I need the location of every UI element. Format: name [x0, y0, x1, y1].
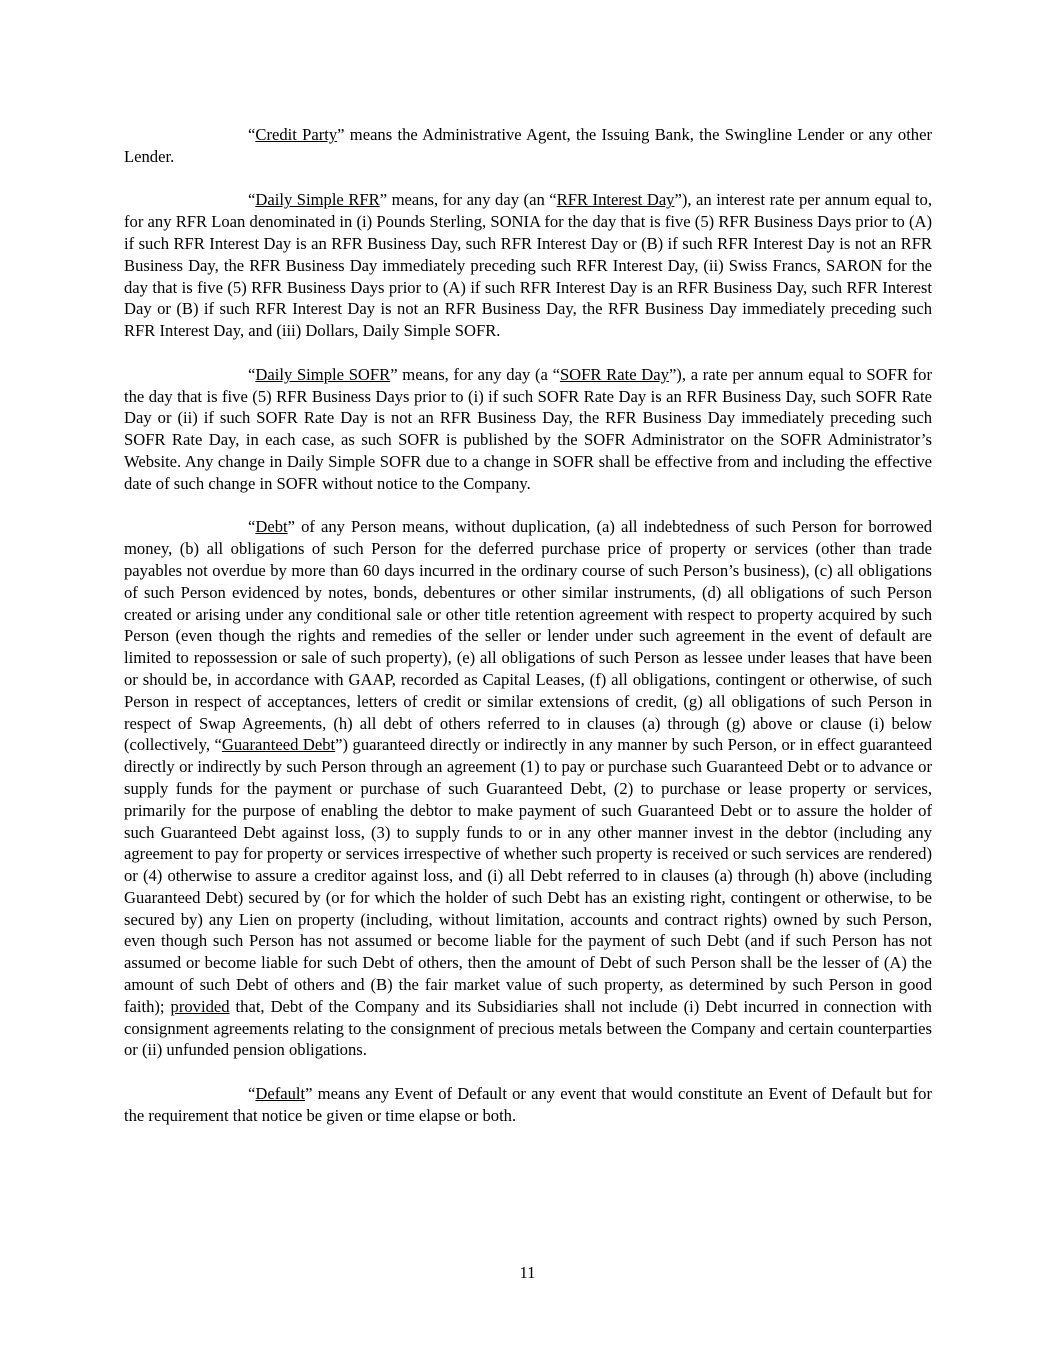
- defined-term: Debt: [255, 517, 288, 537]
- definition-daily-simple-sofr: [124, 364, 932, 495]
- definition-default: [124, 1083, 932, 1127]
- text-segment: ” means, for any day (an “: [379, 190, 557, 210]
- defined-term: Default: [255, 1084, 306, 1104]
- defined-term: SOFR Rate Day: [559, 364, 669, 384]
- definition-daily-simple-rfr: [124, 189, 932, 342]
- defined-term: Guaranteed Debt: [221, 735, 336, 755]
- text-segment: ”), a rate per annum equal to SOFR for the day that is five (5) RFR Business Days prior to (i) if such SOFR Rate Day is an RFR Business Day, such SOFR Rate Day or (ii) if such SOFR Rate Day is not an RFR Business Day, the RFR Business Day immediately preceding such SOFR Rate Day, in each case, as such SOFR is published by the SOFR Administrator on the SOFR Administrator’s Website. Any change in Daily Simple SOFR due to a change in SOFR shall be effective from and including the effective date of such change in SOFR without notice to the Company.: [124, 364, 932, 493]
- text-segment: ” of any Person means, without duplication, (a) all indebtedness of such Person for borrowed money, (b) all obligations of such Person for the deferred purchase price of property or services (other than trade payables not overdue by more than 60 days incurred in the ordinary course of such Person’s business), (c) all obligations of such Person evidenced by notes, bonds, debentures or other similar instruments, (d) all obligations of such Person created or arising under any conditional sale or other title retention agreement with respect to property acquired by such Person (even though the rights and remedies of the seller or lender under such agreement in the event of default are limited to repossession or sale of such property), (e) all obligations of such Person as lessee under leases that have been or should be, in accordance with GAAP, recorded as Capital Leases, (f) all obligations, contingent or otherwise, of such Person in respect of acceptances, letters of credit or similar extensions of credit, (g) all obligations of such Person in respect of Swap Agreements, (h) all debt of others referred to in clauses (a) through (g) above or clause (i) below (collectively, “: [124, 517, 932, 755]
- document-body: [124, 124, 932, 1148]
- defined-term: Daily Simple RFR: [255, 190, 380, 210]
- defined-term: Credit Party: [255, 125, 338, 144]
- text-segment: “: [248, 190, 256, 210]
- text-segment: ”) guaranteed directly or indirectly in any manner by such Person, or in effect guaranteed directly or indirectly by such Person through an agreement (1) to pay or purchase such Guaranteed Debt or to advance or supply funds for the payment or purchase of such Guaranteed Debt, (2) to purchase or lease property or services, primarily for the purpose of enabling the debtor to make payment of such Guaranteed Debt or to assure the holder of such Guaranteed Debt against loss, (3) to supply funds to or in any other manner invest in the debtor (including any agreement to pay for property or services irrespective of whether such property is received or such services are rendered) or (4) otherwise to assure a creditor against loss, and (i) all Debt referred to in clauses (a) through (h) above (including Guaranteed Debt) secured by (or for which the holder of such Debt has an existing right, contingent or otherwise, to be secured by) any Lien on property (including, without limitation, accounts and contract rights) owned by such Person, even though such Person has not assumed or become liable for the payment of such Debt (and if such Person has not assumed or become liable for such Debt of others, then the amount of Debt of such Person shall be the lesser of (A) the amount of such Debt of others and (B) the fair market value of such property, as determined by such Person in good faith);: [124, 735, 933, 1016]
- defined-term: provided: [170, 996, 230, 1016]
- defined-term: Daily Simple SOFR: [255, 364, 391, 384]
- defined-term: RFR Interest Day: [556, 190, 675, 210]
- text-segment: ” means any Event of Default or any event that would constitute an Event of Default but for the requirement that notice be given or time elapse or both.: [124, 1084, 932, 1125]
- text-segment: ” means, for any day (a “: [390, 364, 560, 384]
- text-segment: ” means the Administrative Agent, the Issuing Bank, the Swingline Lender or any other Lender.: [124, 125, 932, 166]
- text-segment: “: [248, 125, 256, 144]
- definition-debt: [124, 516, 932, 1061]
- definition-credit-party: [124, 124, 932, 168]
- page-number: 11: [519, 1263, 536, 1282]
- text-segment: ”), an interest rate per annum equal to, for any RFR Loan denominated in (i) Pounds Sterling, SONIA for the day that is five (5) RFR Business Days prior to (A) if such RFR Interest Day is an RFR Business Day, such RFR Interest Day or (B) if such RFR Interest Day is not an RFR Business Day, the RFR Business Day immediately preceding such RFR Interest Day, (ii) Swiss Francs, SARON for the day that is five (5) RFR Business Days prior to (A) if such RFR Interest Day is an RFR Business Day, such RFR Interest Day or (B) if such RFR Interest Day is not an RFR Business Day, the RFR Business Day immediately preceding such RFR Interest Day, and (iii) Dollars, Daily Simple SOFR.: [124, 190, 932, 341]
- text-segment: “: [248, 517, 256, 537]
- text-segment: “: [248, 364, 256, 384]
- text-segment: that, Debt of the Company and its Subsidiaries shall not include (i) Debt incurred in connection with consignment agreements relating to the consignment of precious metals between the Company and certain counterparties or (ii) unfunded pension obligations.: [124, 996, 932, 1060]
- text-segment: “: [248, 1084, 256, 1104]
